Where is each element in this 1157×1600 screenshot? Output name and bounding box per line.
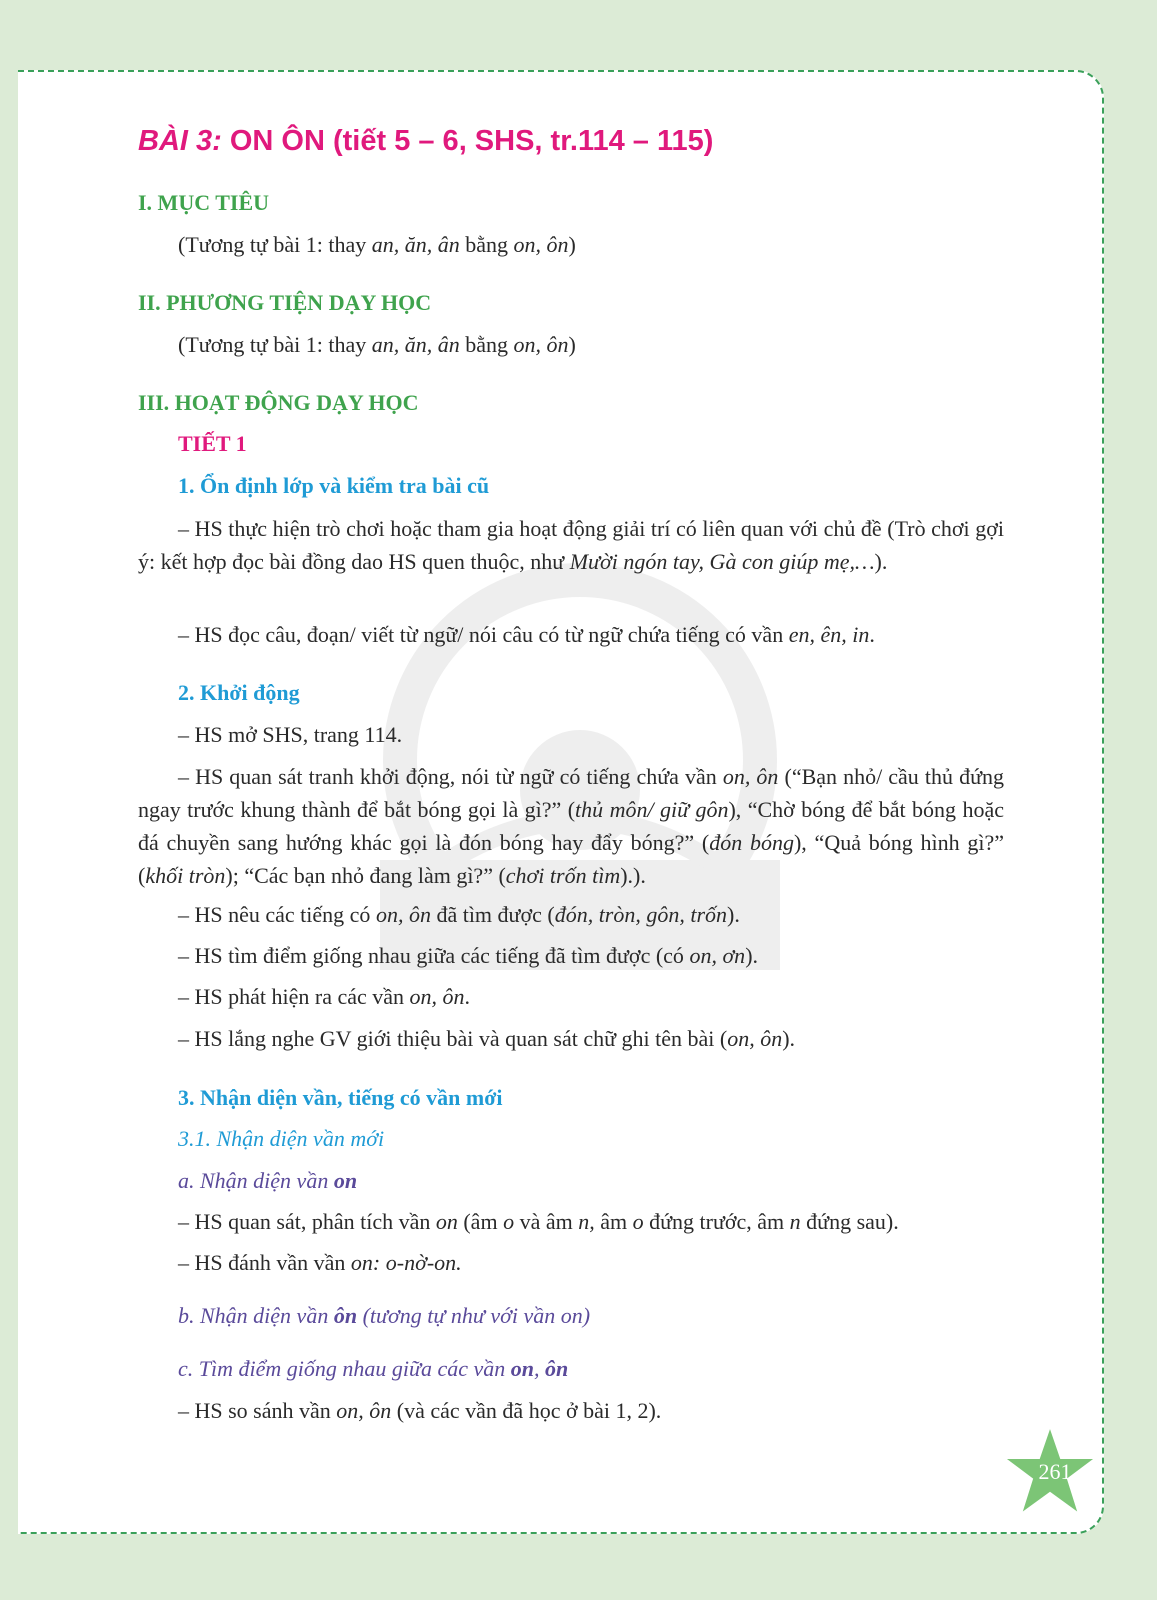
- period-label: TIẾT 1: [178, 431, 247, 456]
- line-mo-shs: – HS mở SHS, trang 114.: [178, 722, 403, 747]
- line-lang-nghe: – HS lắng nghe GV giới thiệu bài và quan sát chữ ghi tên bài (on, ôn).: [178, 1026, 796, 1051]
- paragraph-quan-sat-tranh: – HS quan sát tranh khởi động, nói từ ngữ có tiếng chứa vần on, ôn (“Bạn nhỏ/ cầu thủ đứng ngay trước khung thành để bắt bóng gọi là gì?” (thủ môn/ giữ gôn), “Chờ bóng để bắt bóng hoặc đá chuyền sang hướng khác gọi là đón bóng hay đẩy bóng?” (đón bóng), “Quả bóng hình gì?” (khối tròn); “Các bạn nhỏ đang làm gì?” (chơi trốn tìm).).: [138, 764, 1005, 888]
- line-phan-tich: – HS quan sát, phân tích vần on (âm o và âm n, âm o đứng trước, âm n đứng sau).: [178, 1209, 899, 1234]
- paragraph-tro-choi: – HS thực hiện trò chơi hoặc tham gia hoạt động giải trí có liên quan với chủ đề (Trò chơi gợi ý: kết hợp đọc bài đồng dao HS quen thuộc, như Mười ngón tay, Gà con giúp mẹ,…).: [138, 516, 1004, 574]
- page-number: 261: [1038, 1459, 1072, 1484]
- lesson-name: ON ÔN (tiết 5 – 6, SHS, tr.114 – 115): [229, 125, 714, 157]
- subheading-on-dinh: 1. Ổn định lớp và kiểm tra bài cũ: [178, 473, 490, 498]
- line-so-sanh: – HS so sánh vần on, ôn (và các vần đã học ở bài 1, 2).: [178, 1398, 662, 1423]
- section-heading-muc-tieu: I. MỤC TIÊU: [138, 190, 270, 215]
- subheading-nhan-dien: 3. Nhận diện vần, tiếng có vần mới: [178, 1085, 503, 1110]
- item-c-label: c. Tìm điểm giống nhau giữa các vần on, ôn: [178, 1356, 569, 1381]
- line-doc-cau: – HS đọc câu, đoạn/ viết từ ngữ/ nói câu có từ ngữ chứa tiếng có vần en, ên, in.: [178, 622, 875, 647]
- subsubheading-van-moi: 3.1. Nhận diện vần mới: [178, 1126, 385, 1151]
- line-tim-diem-giong: – HS tìm điểm giống nhau giữa các tiếng đã tìm được (có on, ơn).: [178, 943, 759, 968]
- phuong-tien-text: (Tương tự bài 1: thay an, ăn, ân bằng on, ôn): [178, 332, 576, 357]
- subheading-khoi-dong: 2. Khởi động: [178, 680, 300, 705]
- line-danh-van: – HS đánh vần vần on: o-nờ-on.: [178, 1250, 462, 1275]
- muc-tieu-text: (Tương tự bài 1: thay an, ăn, ân bằng on, ôn): [178, 232, 576, 257]
- line-neu-tieng: – HS nêu các tiếng có on, ôn đã tìm được (đón, tròn, gôn, trốn).: [178, 902, 740, 927]
- item-a-label: a. Nhận diện vần on: [178, 1168, 358, 1193]
- lesson-number: BÀI 3:: [138, 125, 222, 157]
- line-phat-hien: – HS phát hiện ra các vần on, ôn.: [178, 984, 471, 1009]
- section-heading-hoat-dong: III. HOẠT ĐỘNG DẠY HỌC: [138, 390, 419, 415]
- lesson-title: [138, 125, 713, 158]
- section-heading-phuong-tien: II. PHƯƠNG TIỆN DẠY HỌC: [138, 290, 432, 315]
- item-b-label: b. Nhận diện vần ôn (tương tự như với vần on): [178, 1303, 591, 1328]
